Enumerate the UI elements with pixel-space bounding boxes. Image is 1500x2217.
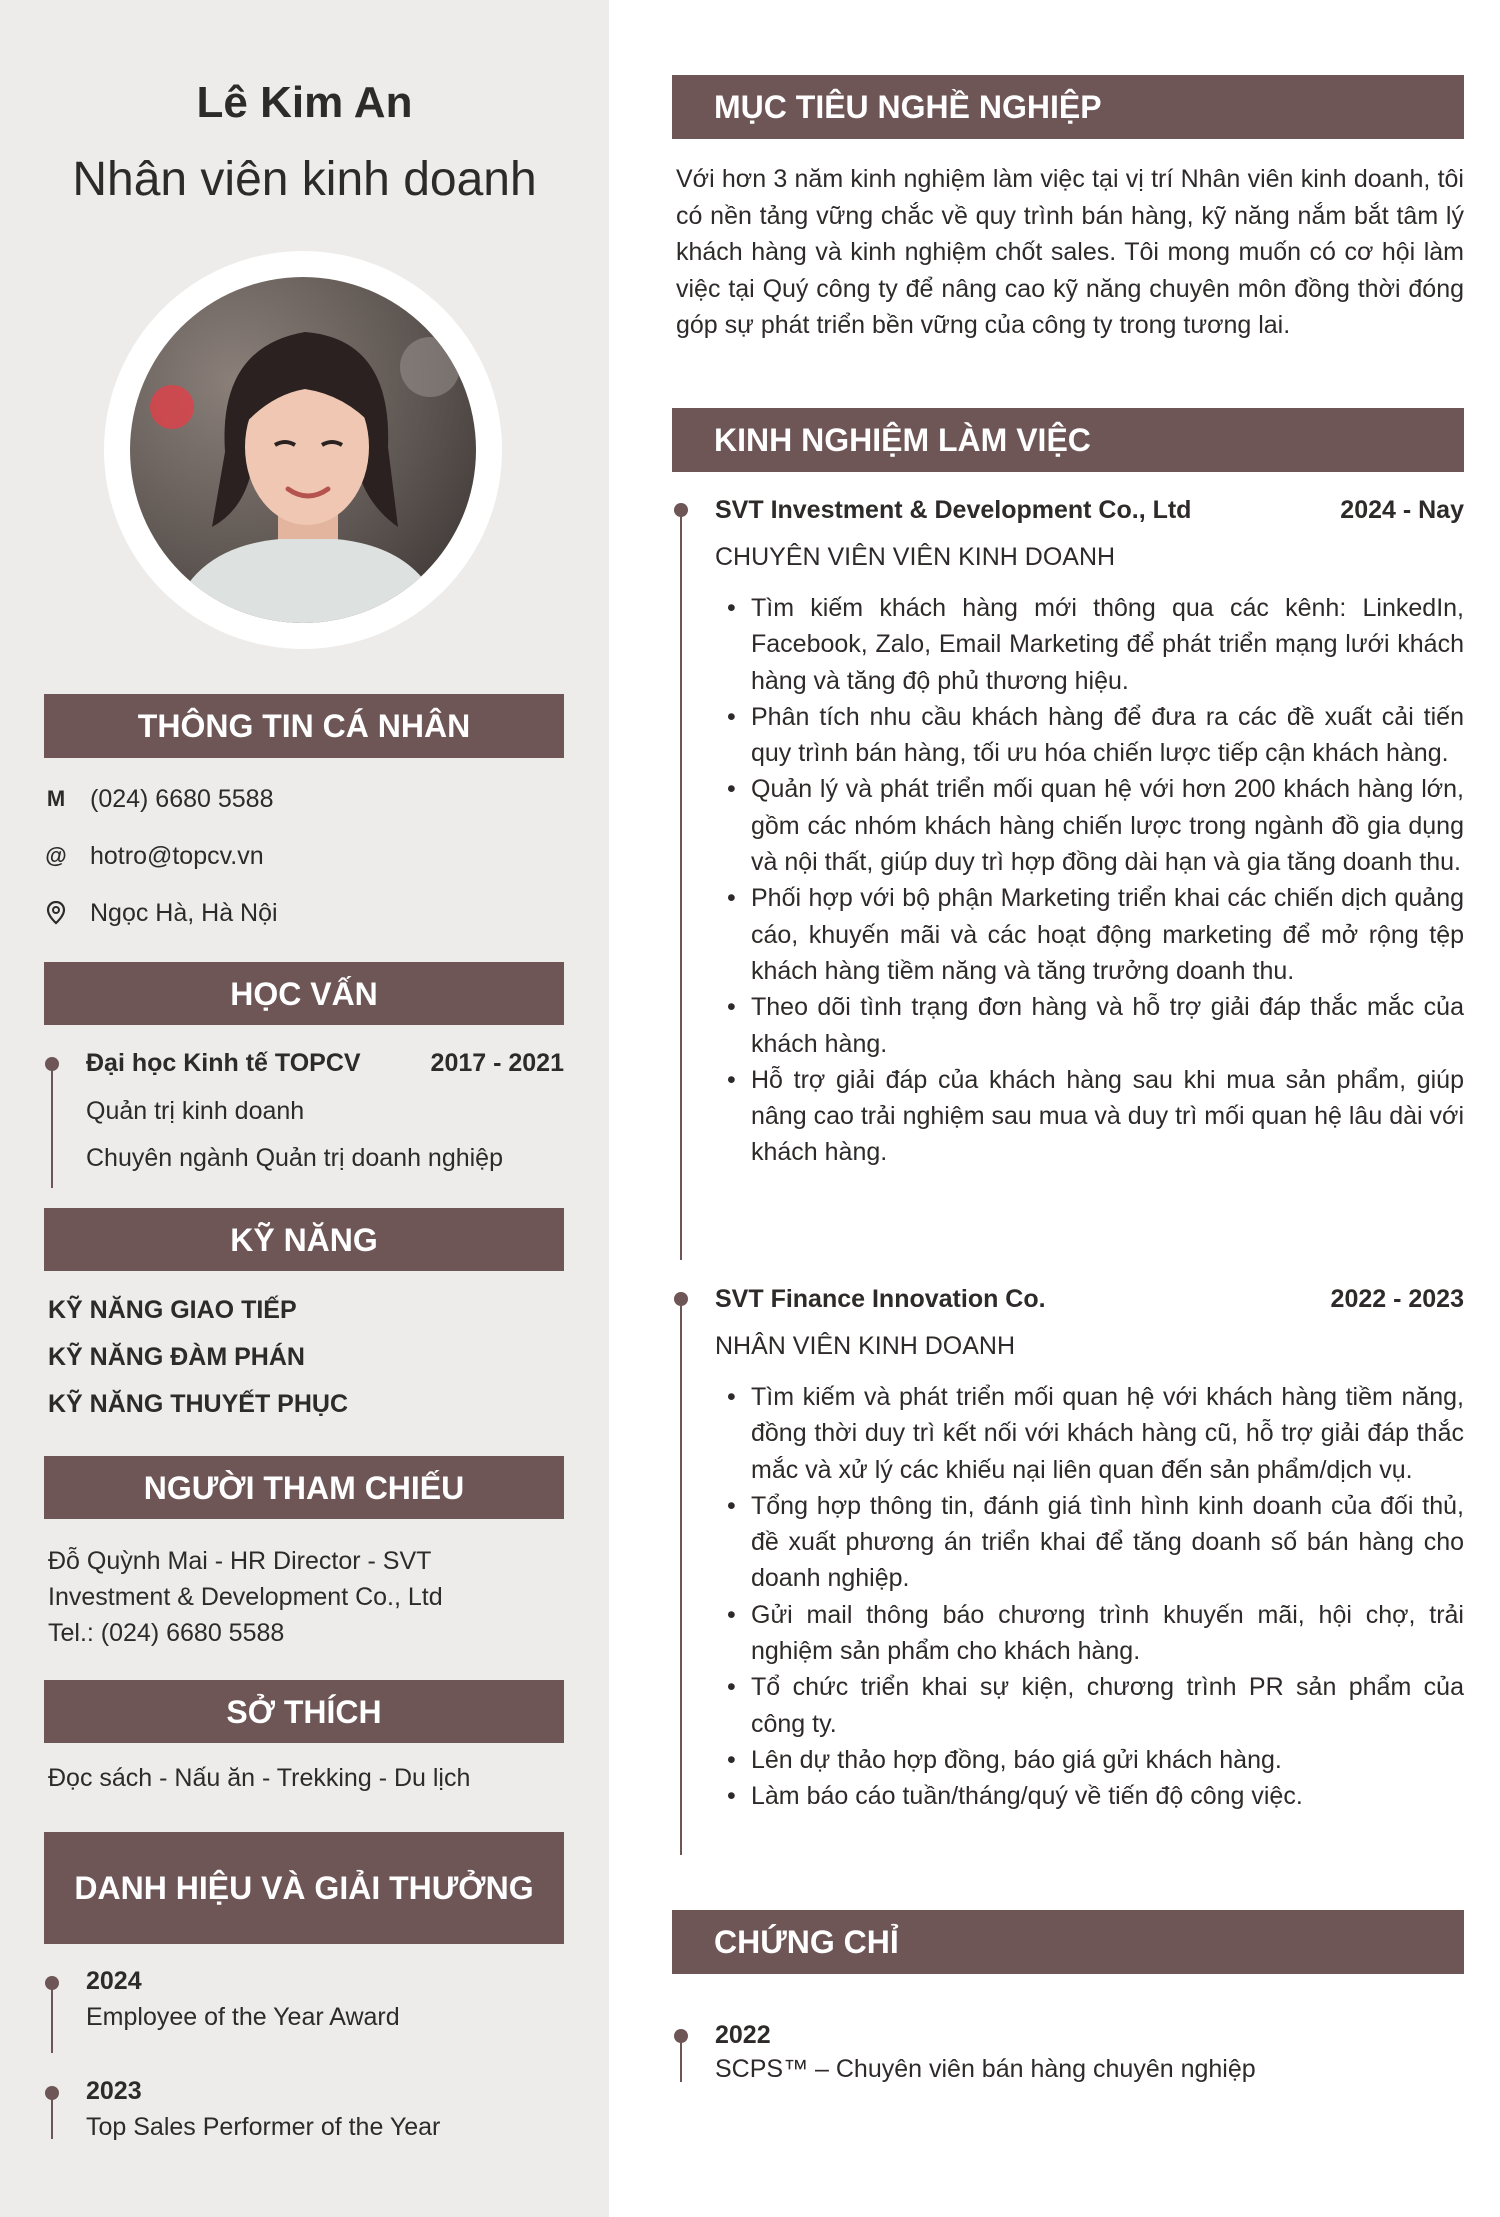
reference-heading: NGƯỜI THAM CHIẾU xyxy=(44,1456,564,1519)
job-duty: • Lên dự thảo hợp đồng, báo giá gửi khách hàng. xyxy=(715,1742,1464,1778)
skill-item: KỸ NĂNG ĐÀM PHÁN xyxy=(48,1343,305,1371)
objective-heading: MỤC TIÊU NGHỀ NGHIỆP xyxy=(672,75,1464,139)
job-duty: • Tìm kiếm và phát triển mối quan hệ với khách hàng tiềm năng, đồng thời duy trì kết nối với khách hàng cũ, hỗ trợ giải đáp thắc mắc và xử lý các khiếu nại liên quan đến sản phẩm/dịch vụ. xyxy=(715,1379,1464,1488)
award-name: Employee of the Year Award xyxy=(86,2003,400,2031)
skill-item: KỸ NĂNG THUYẾT PHỤC xyxy=(48,1390,349,1418)
job-duty: • Tìm kiếm khách hàng mới thông qua các kênh: LinkedIn, Facebook, Zalo, Email Marketing để phát triển mạng lưới khách hàng và tăng độ phủ thương hiệu. xyxy=(715,590,1464,699)
objective-text: Với hơn 3 năm kinh nghiệm làm việc tại vị trí Nhân viên kinh doanh, tôi có nền tảng vững chắc về quy trình bán hàng, kỹ năng nắm bắt tâm lý khách hàng và kinh nghiệm chốt sales. Tôi mong muốn có cơ hội làm việc tại Quý công ty để nâng cao kỹ năng chuyên môn đồng thời đóng góp sự phát triển bền vững của công ty trong tương lai. xyxy=(676,165,1464,339)
reference-person: Đỗ Quỳnh Mai - HR Director - SVT Investment & Development Co., Ltd xyxy=(48,1547,443,1611)
award-timeline-line xyxy=(51,2099,53,2139)
education-specialization: Chuyên ngành Quản trị doanh nghiệp xyxy=(86,1144,503,1172)
job-duty: • Phối hợp với bộ phận Marketing triển khai các chiến dịch quảng cáo, khuyến mãi và các hoạt động marketing để mở rộng tệp khách hàng tiềm năng và tăng trưởng doanh thu. xyxy=(715,880,1464,989)
candidate-name: Lê Kim An xyxy=(196,78,413,127)
education-major: Quản trị kinh doanh xyxy=(86,1097,305,1125)
experience-heading: KINH NGHIỆM LÀM VIỆC xyxy=(672,408,1464,472)
award-name: Top Sales Performer of the Year xyxy=(86,2113,441,2141)
job-role: CHUYÊN VIÊN VIÊN KINH DOANH xyxy=(715,543,1116,571)
job-duty: • Quản lý và phát triển mối quan hệ với hơn 200 khách hàng lớn, gồm các nhóm khách hàng chiến lược trong ngành đồ gia dụng và nội thất, giúp duy trì hợp đồng dài hạn và gia tăng doanh thu. xyxy=(715,771,1464,880)
email-icon: @ xyxy=(45,843,67,868)
job-company: SVT Finance Innovation Co. xyxy=(715,1285,1046,1313)
cert-timeline-dot xyxy=(674,2029,688,2043)
award-year: 2024 xyxy=(86,1967,142,1995)
award-timeline-dot xyxy=(45,2086,59,2100)
job-timeline-dot xyxy=(674,1292,688,1306)
reference-phone: Tel.: (024) 6680 5588 xyxy=(48,1619,285,1647)
award-timeline-dot xyxy=(45,1976,59,1990)
education-timeline-dot xyxy=(45,1057,59,1071)
job-duties xyxy=(715,1379,1464,1815)
skills-heading: KỸ NĂNG xyxy=(44,1208,564,1271)
job-duties xyxy=(715,590,1464,1171)
hobbies-text: Đọc sách - Nấu ăn - Trekking - Du lịch xyxy=(48,1764,471,1792)
job-duty: • Làm báo cáo tuần/tháng/quý về tiến độ công việc. xyxy=(715,1778,1464,1814)
job-duty: • Gửi mail thông báo chương trình khuyến mãi, hội chợ, trải nghiệm sản phẩm cho khách hàng. xyxy=(715,1597,1464,1670)
job-timeline-line xyxy=(680,516,682,1260)
job-role: NHÂN VIÊN KINH DOANH xyxy=(715,1332,1016,1360)
job-duty: • Tổng hợp thông tin, đánh giá tình hình kinh doanh của đối thủ, đề xuất phương án triển khai để tăng doanh số bán hàng cho doanh nghiệp. xyxy=(715,1488,1464,1597)
job-duty: • Hỗ trợ giải đáp của khách hàng sau khi mua sản phẩm, giúp nâng cao trải nghiệm sau mua và duy trì mối quan hệ lâu dài với khách hàng. xyxy=(715,1062,1464,1171)
job-duty: • Phân tích nhu cầu khách hàng để đưa ra các đề xuất cải tiến quy trình bán hàng, tối ưu hóa chiến lược tiếp cận khách hàng. xyxy=(715,699,1464,772)
avatar xyxy=(130,277,476,623)
cert-name: SCPS™ – Chuyên viên bán hàng chuyên nghiệp xyxy=(715,2055,1256,2083)
education-heading: HỌC VẤN xyxy=(44,962,564,1025)
awards-heading: DANH HIỆU VÀ GIẢI THƯỞNG xyxy=(44,1832,564,1944)
candidate-title: Nhân viên kinh doanh xyxy=(72,153,537,206)
cert-timeline-line xyxy=(680,2042,682,2082)
phone-row xyxy=(44,782,273,816)
hobbies-heading: SỞ THÍCH xyxy=(44,1680,564,1743)
location-value: Ngọc Hà, Hà Nội xyxy=(90,898,278,927)
job-timeline-dot xyxy=(674,503,688,517)
location-pin-icon xyxy=(44,901,68,925)
location-row xyxy=(44,896,278,930)
skill-item: KỸ NĂNG GIAO TIẾP xyxy=(48,1296,297,1324)
award-timeline-line xyxy=(51,1989,53,2053)
education-years: 2017 - 2021 xyxy=(430,1049,564,1077)
job-timeline-line xyxy=(680,1305,682,1855)
job-years: 2022 - 2023 xyxy=(1330,1285,1464,1313)
job-years: 2024 - Nay xyxy=(1340,496,1464,524)
job-company: SVT Investment & Development Co., Ltd xyxy=(715,496,1192,524)
reference-details xyxy=(48,1543,508,1651)
education-timeline-line xyxy=(51,1070,53,1188)
phone-value: (024) 6680 5588 xyxy=(90,784,274,813)
email-value: hotro@topcv.vn xyxy=(90,841,264,870)
cert-year: 2022 xyxy=(715,2021,771,2049)
job-duty: • Tổ chức triển khai sự kiện, chương trình PR sản phẩm của công ty. xyxy=(715,1669,1464,1742)
education-school: Đại học Kinh tế TOPCV xyxy=(86,1049,361,1077)
certificates-heading: CHỨNG CHỈ xyxy=(672,1910,1464,1974)
personal-info-heading: THÔNG TIN CÁ NHÂN xyxy=(44,694,564,758)
email-row xyxy=(44,839,264,873)
job-duty: • Theo dõi tình trạng đơn hàng và hỗ trợ giải đáp thắc mắc của khách hàng. xyxy=(715,989,1464,1062)
phone-icon: M xyxy=(46,786,66,811)
award-year: 2023 xyxy=(86,2077,142,2105)
